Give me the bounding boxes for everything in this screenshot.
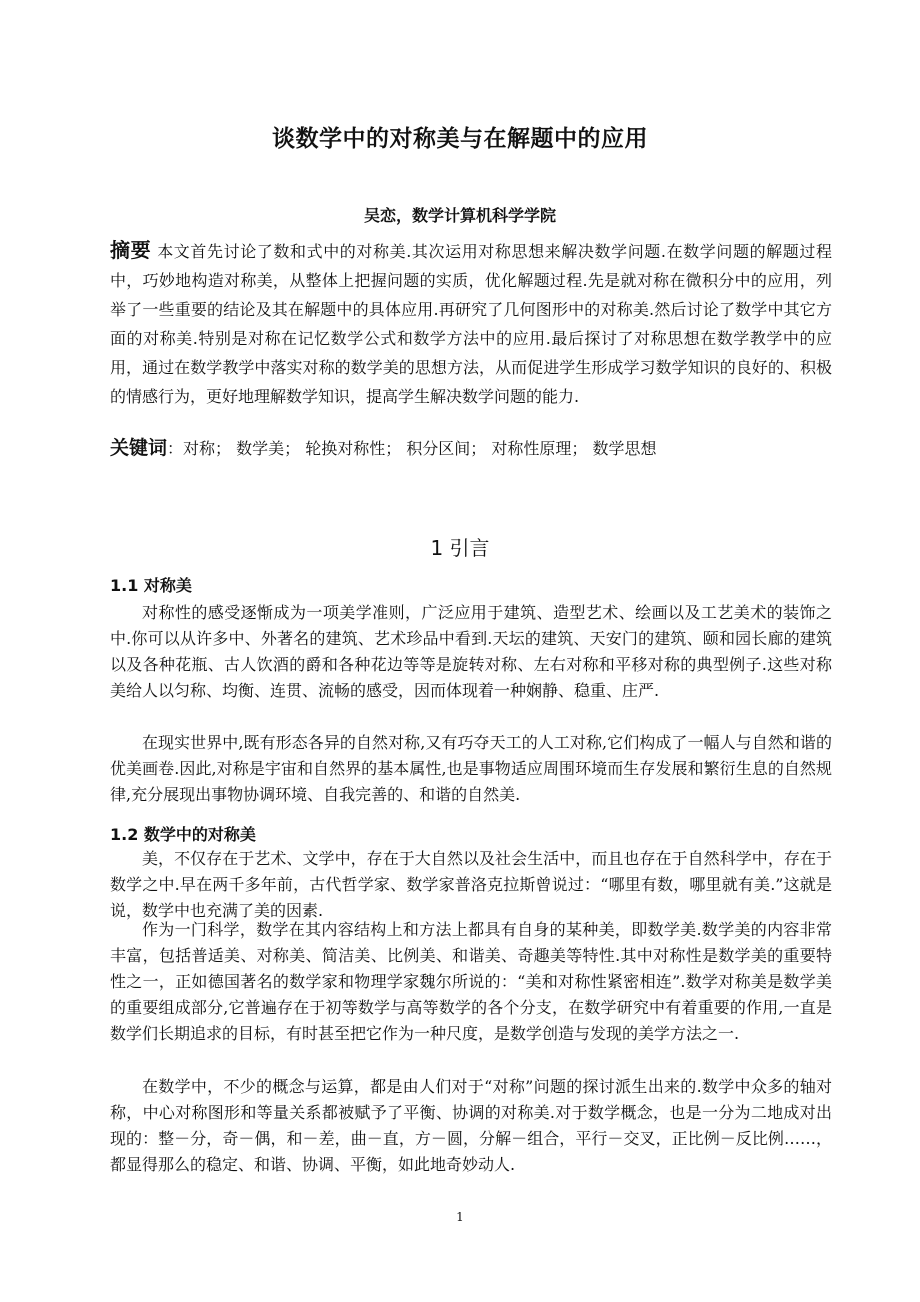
subsection-heading: 1.1 对称美 (110, 576, 192, 595)
abstract-block (110, 236, 832, 411)
abstract-label: 摘要 (110, 238, 152, 262)
keywords-block (110, 433, 832, 464)
section-heading: 1 引言 (430, 536, 490, 560)
author-line: 吴恋，数学计算机科学学院 (363, 206, 556, 225)
abstract-text: 本文首先讨论了数和式中的对称美.其次运用对称思想来解决数学问题.在数学问题的解题过程中，巧妙地构造对称美，从整体上把握问题的实质，优化解题过程.先是就对称在微积分中的应用，列举了一些重要的结论及其在解题中的具体应用.再研究了几何图形中的对称美.然后讨论了数学中其它方面的对称美.特别是对称在记忆数学公式和数学方法中的应用.最后探讨了对称思想在数学教学中的应用，通过在数学教学中落实对称的数学美的思想方法，从而促进学生形成学习数学知识的良好的、积极的情感行为，更好地理解数学知识，提高学生解决数学问题的能力. (110, 242, 832, 406)
paragraph: 作为一门科学，数学在其内容结构上和方法上都具有自身的某种美，即数学美.数学美的内容非常丰富，包括普适美、对称美、简洁美、比例美、和谐美、奇趣美等特性.其中对称性是数学美的重要特性之一，正如德国著名的数学家和物理学家魏尔所说的：“美和对称性紧密相连”.数学对称美是数学美的重要组成部分,它普遍存在于初等数学与高等数学的各个分支，在数学研究中有着重要的作用,一直是数学们长期追求的目标，有时甚至把它作为一种尺度，是数学创造与发现的美学方法之一. (110, 920, 832, 1043)
paragraph: 在数学中，不少的概念与运算，都是由人们对于“对称”问题的探讨派生出来的.数学中众多的轴对称，中心对称图形和等量关系都被赋予了平衡、协调的对称美.对于数学概念，也是一分为二地成对出现的：整－分，奇－偶，和－差，曲－直，方－圆，分解－组合，平行－交叉，正比例－反比例……，都显得那么的稳定、和谐、协调、平衡，如此地奇妙动人. (110, 1077, 832, 1174)
keywords-label: 关键词 (110, 437, 168, 459)
document-title: 谈数学中的对称美与在解题中的应用 (272, 126, 648, 152)
paragraph: 对称性的感受逐惭成为一项美学准则，广泛应用于建筑、造型艺术、绘画以及工艺美术的装饰之中.你可以从许多中、外著名的建筑、艺术珍品中看到.天坛的建筑、天安门的建筑、颐和园长廊的建筑以及各种花瓶、古人饮酒的爵和各种花边等等是旋转对称、左右对称和平移对称的典型例子.这些对称美给人以匀称、均衡、连贯、流畅的感受，因而体现着一种娴静、稳重、庄严. (110, 603, 832, 700)
paragraph: 在现实世界中,既有形态各异的自然对称,又有巧夺天工的人工对称,它们构成了一幅人与自然和谐的优美画卷.因此,对称是宇宙和自然界的基本属性,也是事物适应周围环境而生存发展和繁衍生息的自然规律,充分展现出事物协调环境、自我完善的、和谐的自然美. (110, 733, 832, 804)
keywords-text: ：对称； 数学美； 轮换对称性； 积分区间； 对称性原理； 数学思想 (167, 439, 657, 458)
paragraph: 美，不仅存在于艺术、文学中，存在于大自然以及社会生活中，而且也存在于自然科学中，存在于数学之中.早在两千多年前，古代哲学家、数学家普洛克拉斯曾说过：“哪里有数，哪里就有美.”这就是说，数学中也充满了美的因素. (110, 849, 832, 920)
page-number: 1 (456, 1210, 464, 1224)
subsection-heading: 1.2 数学中的对称美 (110, 825, 256, 844)
